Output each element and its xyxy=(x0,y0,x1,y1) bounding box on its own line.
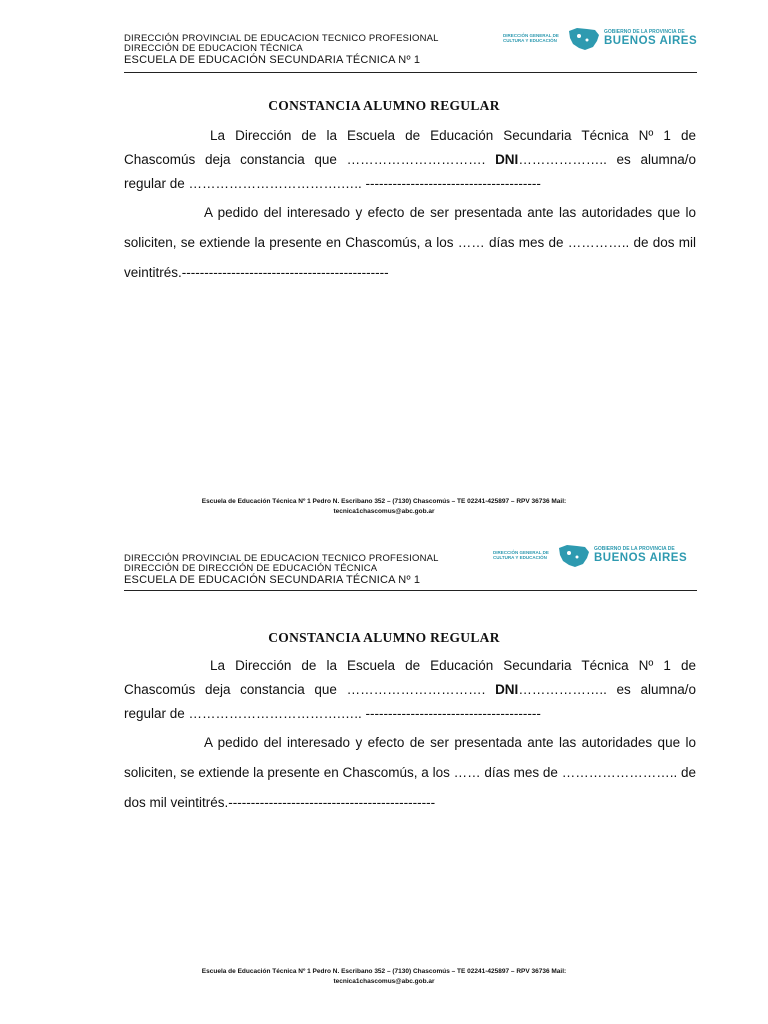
paragraph-2 xyxy=(124,728,696,818)
p2-text: A pedido del interesado y efecto de ser presentada ante las autoridades que lo soliciten, se extiende la presente en Chascomús, a los …… días mes de …………………….. de dos mil veintitrés.---------------------------------------------- xyxy=(124,735,696,810)
p1-dots-name: …………………………. xyxy=(346,682,486,697)
paragraph-1 xyxy=(124,654,696,726)
paragraph-2 xyxy=(124,198,696,288)
footer-line-1: Escuela de Educación Técnica Nº 1 Pedro N. Escribano 352 – (7130) Chascomús – TE 02241-425897 – RPV 36736 Mail: xyxy=(201,968,567,975)
province-map-icon xyxy=(557,544,591,568)
footer xyxy=(0,497,768,517)
logo-gov-small: GOBIERNO DE LA PROVINCIA DE xyxy=(604,29,685,35)
constancia-copy-2 xyxy=(0,530,768,1024)
gov-logo xyxy=(503,27,703,51)
document-title: CONSTANCIA ALUMNO REGULAR xyxy=(268,630,500,645)
footer-email: tecnica1chascomus@abc.gob.ar xyxy=(333,508,435,515)
p1-dni-label: DNI xyxy=(495,682,519,697)
header-line-3: ESCUELA DE EDUCACIÓN SECUNDARIA TÉCNICA Nº 1 xyxy=(124,54,421,66)
p1-dots-dni: ……………….. xyxy=(518,682,607,697)
logo-gov-big: BUENOS AIRES xyxy=(594,552,688,564)
header-divider xyxy=(124,72,697,73)
p1-dni-label: DNI xyxy=(495,152,519,167)
header-line-2: DIRECCIÓN DE EDUCACION TÉCNICA xyxy=(124,43,303,54)
p1-text-b: es alumna/o regular de …………………………….….. --------------------------------------- xyxy=(124,152,696,191)
header-line-3: ESCUELA DE EDUCACIÓN SECUNDARIA TÉCNICA Nº 1 xyxy=(124,574,421,586)
p1-dots-dni: ……………….. xyxy=(518,152,607,167)
footer xyxy=(0,967,768,987)
p2-text: A pedido del interesado y efecto de ser presentada ante las autoridades que lo soliciten, se extiende la presente en Chascomús, a los …… días mes de ………….. de dos mil veintitrés.---------------------------------------------- xyxy=(124,205,696,280)
paragraph-1 xyxy=(124,124,696,196)
logo-gov-small: GOBIERNO DE LA PROVINCIA DE xyxy=(594,546,675,552)
province-map-icon xyxy=(567,27,601,51)
p1-text-b: es alumna/o regular de …………………………….….. --------------------------------------- xyxy=(124,682,696,721)
logo-dir-text: DIRECCIÓN GENERAL DE CULTURA Y EDUCACIÓN xyxy=(503,33,559,43)
gov-logo xyxy=(493,544,693,568)
logo-gov-big: BUENOS AIRES xyxy=(604,35,698,47)
header-line-1: DIRECCIÓN PROVINCIAL DE EDUCACION TECNICO PROFESIONAL xyxy=(124,553,439,564)
p1-text-a: La Dirección de la Escuela de Educación Secundaria Técnica Nº 1 de Chascomús deja constancia que xyxy=(124,128,696,167)
document-title: CONSTANCIA ALUMNO REGULAR xyxy=(268,98,500,113)
p1-dots-name: …………………………. xyxy=(346,152,486,167)
header-line-2: DIRECCIÓN DE DIRECCIÓN DE EDUCACIÓN TÉCNICA xyxy=(124,563,378,574)
logo-dir-text: DIRECCIÓN GENERAL DE CULTURA Y EDUCACIÓN xyxy=(493,550,549,560)
footer-email: tecnica1chascomus@abc.gob.ar xyxy=(333,978,435,985)
header-line-1: DIRECCIÓN PROVINCIAL DE EDUCACION TECNICO PROFESIONAL xyxy=(124,33,439,44)
p1-text-a: La Dirección de la Escuela de Educación Secundaria Técnica Nº 1 de Chascomús deja constancia que xyxy=(124,658,696,697)
header-divider xyxy=(124,590,697,591)
footer-line-1: Escuela de Educación Técnica Nº 1 Pedro N. Escribano 352 – (7130) Chascomús – TE 02241-425897 – RPV 36736 Mail: xyxy=(201,498,567,505)
